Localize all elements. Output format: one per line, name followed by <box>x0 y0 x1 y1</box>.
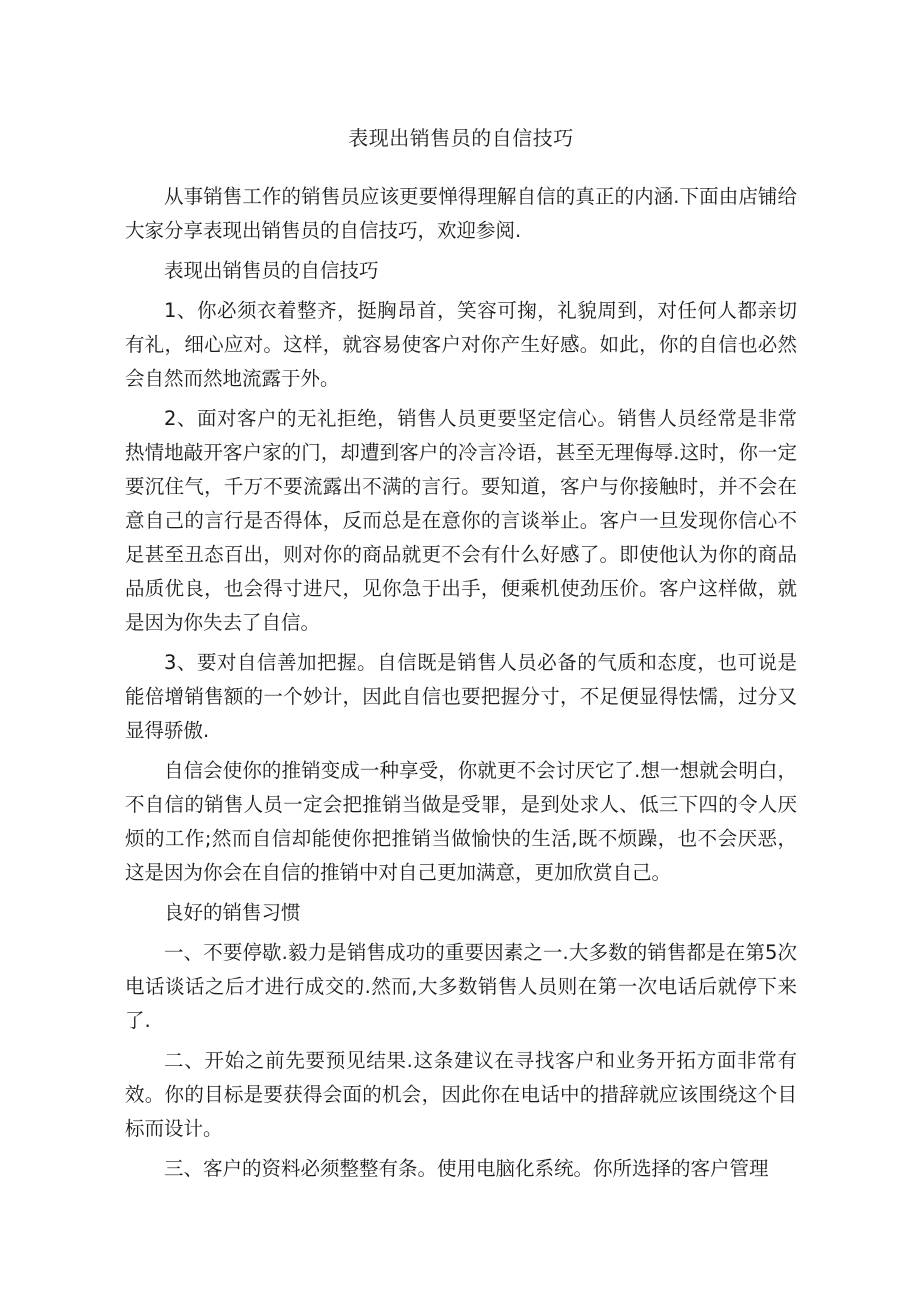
habit-item-2: 二、开始之前先要预见结果.这条建议在寻找客户和业务开拓方面非常有效。你的目标是要获得会面的机会，因此你在电话中的措辞就应该围绕这个目标而设计。 <box>125 1049 797 1140</box>
section-heading-habits: 良好的销售习惯 <box>164 901 301 924</box>
paragraph-item-2: 2、面对客户的无礼拒绝，销售人员更要坚定信心。销售人员经常是非常热情地敲开客户家的门，却遭到客户的冷言冷语，甚至无理侮辱.这时，你一定要沉住气，千万不要流露出不满的言行。要知道，客户与你接触时，并不会在意自己的言行是否得体，反而总是在意你的言谈举止。客户一旦发现你信心不足甚至丑态百出，则对你的商品就更不会有什么好感了。即使他认为你的商品品质优良，也会得寸进尺，见你急于出手，便乘机使劲压价。客户这样做，就是因为你失去了自信。 <box>125 407 797 634</box>
document-title: 表现出销售员的自信技巧 <box>348 126 574 150</box>
habit-item-3: 三、客户的资料必须整整有条。使用电脑化系统。你所选择的客户管理 <box>164 1157 769 1180</box>
document-body <box>125 118 797 1192</box>
section-heading-confidence: 表现出销售员的自信技巧 <box>164 259 379 282</box>
paragraph-item-3: 3、要对自信善加把握。自信既是销售人员必备的气质和态度，也可说是能倍增销售额的一个妙计，因此自信也要把握分寸，不足便显得怯懦，过分又显得骄傲. <box>125 651 797 742</box>
paragraph-confidence-summary: 自信会使你的推销变成一种享受，你就更不会讨厌它了.想一想就会明白，不自信的销售人员一定会把推销当做是受罪，是到处求人、低三下四的令人厌烦的工作;然而自信却能使你把推销当做愉快的生活,既不烦躁，也不会厌恶，这是因为你会在自信的推销中对自己更加满意，更加欣赏自己。 <box>125 759 797 884</box>
habit-item-1: 一、不要停歇.毅力是销售成功的重要因素之一.大多数的销售都是在第5次电话谈话之后才进行成交的.然而,大多数销售人员则在第一次电话后就停下来了. <box>125 941 797 1032</box>
intro-paragraph: 从事销售工作的销售员应该更要惮得理解自信的真正的内涵.下面由店铺给大家分享表现出销售员的自信技巧，欢迎参阅. <box>125 185 797 242</box>
paragraph-item-1: 1、你必须衣着整齐，挺胸昂首，笑容可掬，礼貌周到，对任何人都亲切有礼，细心应对。这样，就容易使客户对你产生好感。如此，你的自信也必然会自然而然地流露于外。 <box>125 299 797 390</box>
